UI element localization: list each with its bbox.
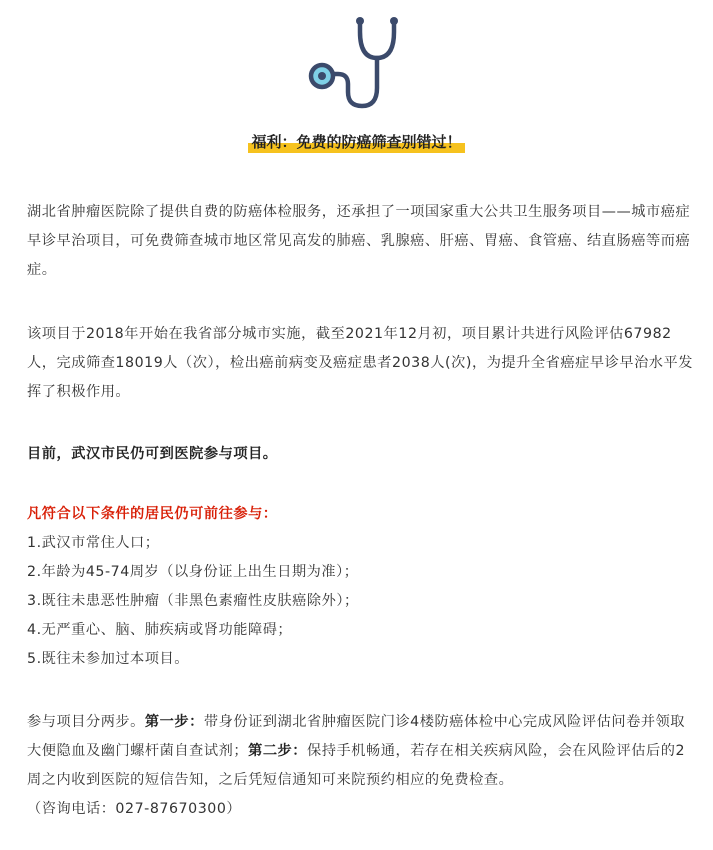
page-title [0, 131, 713, 153]
conditions-section [27, 500, 697, 674]
contact-phone: （咨询电话：027-87670300） [27, 801, 242, 817]
conditions-title: 凡符合以下条件的居民仍可前往参与： [27, 506, 278, 522]
list-item: 5.既往未参加过本项目。 [27, 651, 190, 667]
step2-label: 第二步： [248, 743, 308, 759]
list-item: 3.既往未患恶性肿瘤（非黑色素瘤性皮肤癌除外）； [27, 593, 359, 609]
progress-paragraph: 该项目于2018年开始在我省部分城市实施，截至2021年12月初，项目累计共进行风险评估67982人，完成筛查18019人（次），检出癌前病变及癌症患者2038人(次)，为提升全省癌症早诊早治水平发挥了积极作用。 [27, 326, 694, 400]
list-item: 4.无严重心、脑、肺疾病或肾功能障碍； [27, 622, 293, 638]
current-notice: 目前，武汉市民仍可到医院参与项目。 [27, 446, 278, 462]
steps-paragraph [27, 708, 697, 824]
step1-text: 带身份证到湖北省肿瘤医院门诊4楼防癌体检中心完成风险评估问卷并领取大便隐血及幽门螺杆菌自查试剂； [27, 714, 686, 759]
stethoscope-icon [306, 14, 410, 114]
steps-lead: 参与项目分两步。 [27, 714, 145, 730]
heading-text: 福利：免费的防癌筛查别错过！ [248, 131, 464, 153]
intro-paragraph: 湖北省肿瘤医院除了提供自费的防癌体检服务，还承担了一项国家重大公共卫生服务项目——城市癌症早诊早治项目，可免费筛查城市地区常见高发的肺癌、乳腺癌、肝癌、胃癌、食管癌、结直肠癌等而癌症。 [27, 204, 691, 278]
list-item: 2.年龄为45-74周岁（以身份证上出生日期为准）； [27, 564, 359, 580]
step1-label: 第一步： [144, 714, 204, 730]
list-item: 1.武汉市常住人口； [27, 535, 160, 551]
step2-text: 保持手机畅通，若存在相关疾病风险，会在风险评估后的2周之内收到医院的短信告知，之后凭短信通知可来院预约相应的免费检查。 [27, 743, 686, 788]
